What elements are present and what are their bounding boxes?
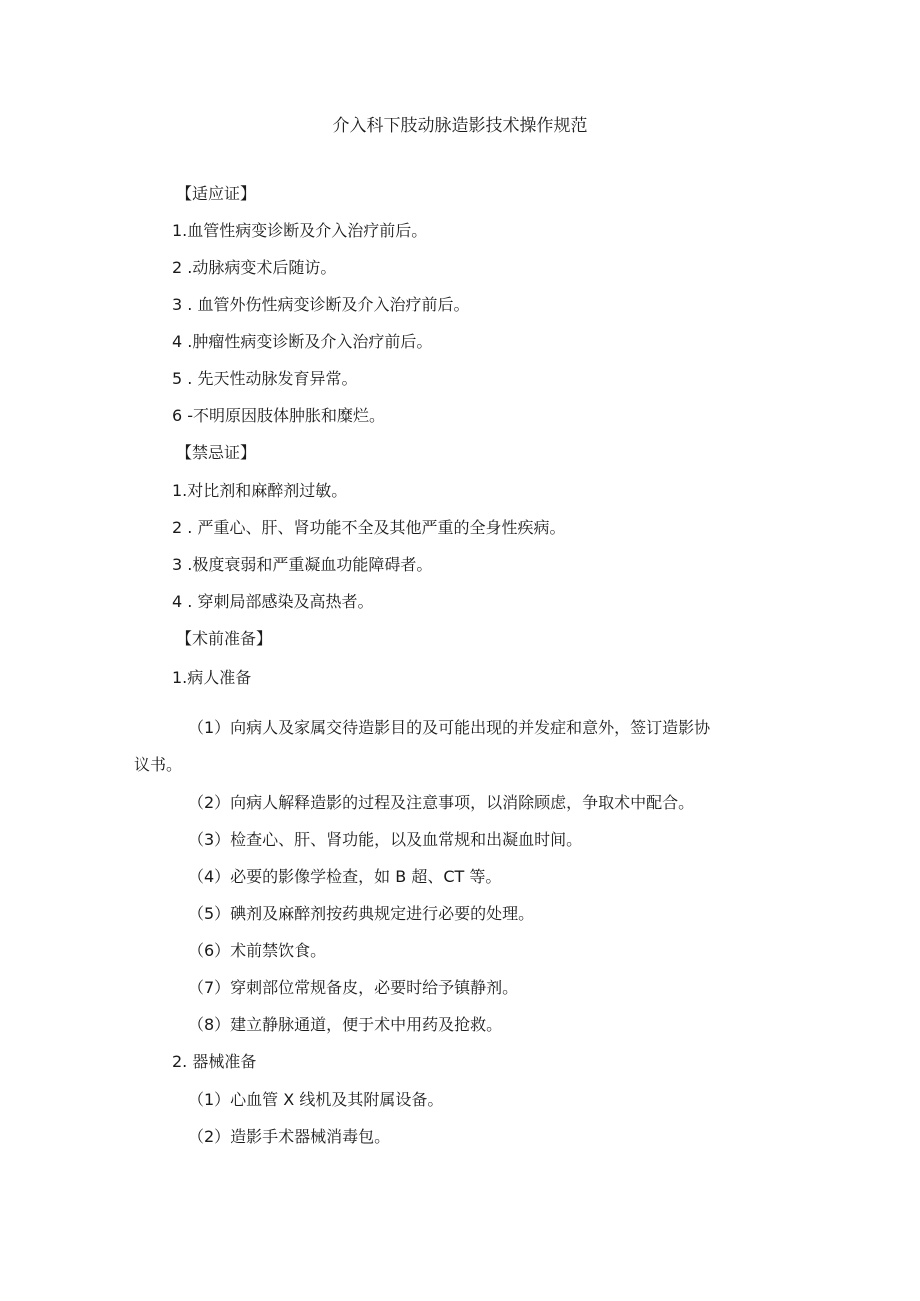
equipment-prep-item: （2）造影手术器械消毒包。	[188, 1127, 391, 1146]
contraindication-item: 4 . 穿刺局部感染及高热者。	[172, 592, 374, 611]
patient-prep-item: （1）向病人及家属交待造影目的及可能出现的并发症和意外，签订造影协	[188, 718, 711, 737]
patient-prep-item: （6）术前禁饮食。	[188, 941, 327, 960]
contraindication-item: 3 .极度衰弱和严重凝血功能障碍者。	[172, 555, 433, 574]
indication-item: 6 -不明原因肢体肿胀和糜烂。	[172, 406, 386, 425]
preparation-heading: 【术前准备】	[176, 629, 273, 648]
patient-prep-heading: 1.病人准备	[172, 668, 252, 687]
indication-item: 2 .动脉病变术后随访。	[172, 258, 337, 277]
patient-prep-item: （7）穿刺部位常规备皮，必要时给予镇静剂。	[188, 978, 519, 997]
indication-item: 5 . 先天性动脉发育异常。	[172, 369, 358, 388]
equipment-prep-heading: 2. 器械准备	[172, 1052, 257, 1071]
contraindication-item: 2 . 严重心、肝、肾功能不全及其他严重的全身性疾病。	[172, 518, 566, 537]
indication-item: 4 .肿瘤性病变诊断及介入治疗前后。	[172, 332, 433, 351]
indication-item: 1.血管性病变诊断及介入治疗前后。	[172, 221, 428, 240]
patient-prep-item-continued: 议书。	[134, 755, 183, 774]
contraindications-heading: 【禁忌证】	[176, 443, 257, 462]
patient-prep-item: （3）检查心、肝、肾功能，以及血常规和出凝血时间。	[188, 830, 583, 849]
patient-prep-item: （2）向病人解释造影的过程及注意事项，以消除顾虑，争取术中配合。	[188, 793, 695, 812]
patient-prep-item: （5）碘剂及麻醉剂按药典规定进行必要的处理。	[188, 904, 535, 923]
equipment-prep-item: （1）心血管 X 线机及其附属设备。	[188, 1090, 444, 1109]
patient-prep-item: （8）建立静脉通道，便于术中用药及抢救。	[188, 1015, 503, 1034]
indications-heading: 【适应证】	[176, 184, 257, 203]
indication-item: 3 . 血管外伤性病变诊断及介入治疗前后。	[172, 295, 470, 314]
document-title: 介入科下肢动脉造影技术操作规范	[332, 116, 588, 136]
patient-prep-item: （4）必要的影像学检查，如 B 超、CT 等。	[188, 867, 502, 886]
contraindication-item: 1.对比剂和麻醉剂过敏。	[172, 481, 348, 500]
